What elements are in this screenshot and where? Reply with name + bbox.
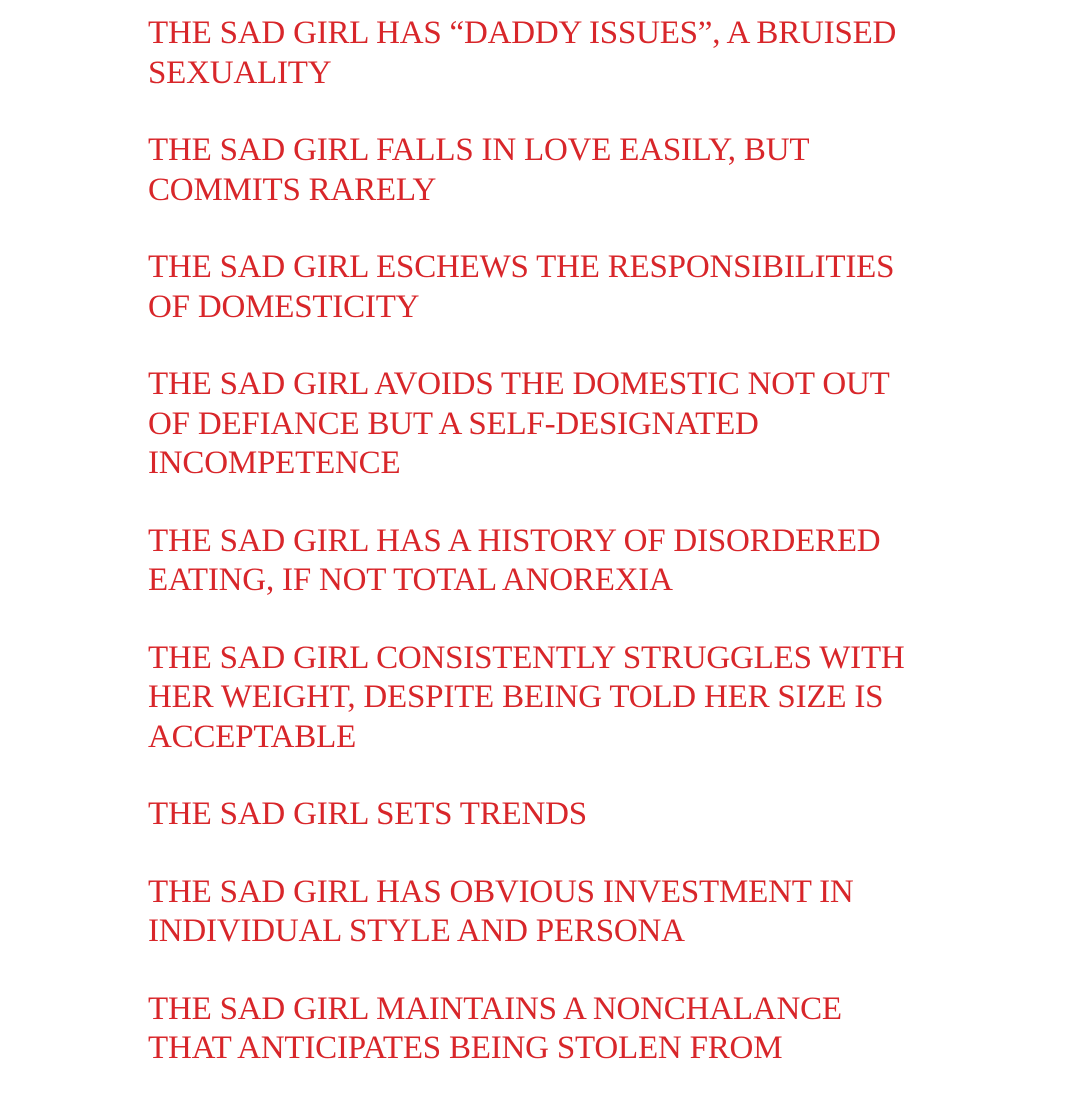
statement-struggles-weight [148,639,948,758]
statement-line: ACCEPTABLE [148,718,357,755]
statement-line: HER WEIGHT, DESPITE BEING TOLD HER SIZE IS [148,679,884,715]
statement-line: THE SAD GIRL HAS A HISTORY OF DISORDERED [148,522,881,559]
statement-sets-trends [148,795,948,835]
statement-line: COMMITS RARELY [148,171,437,208]
statement-avoids-domestic [148,365,948,484]
statement-line: SEXUALITY [148,54,332,91]
statement-line: OF DEFIANCE BUT A SELF-DESIGNATED [148,405,759,442]
statement-line: THE SAD GIRL FALLS IN LOVE EASILY, BUT [148,132,810,168]
statement-individual-style [148,873,948,952]
statement-falls-in-love [148,131,948,210]
statement-line: THE SAD GIRL MAINTAINS A NONCHALANCE [148,990,842,1027]
statement-eschews-responsibilities [148,248,948,327]
statement-list [148,14,948,1107]
statement-line: THAT ANTICIPATES BEING STOLEN FROM [148,1030,783,1066]
statement-line: THE SAD GIRL HAS OBVIOUS INVESTMENT IN [148,873,854,910]
statement-line: THE SAD GIRL ESCHEWS THE RESPONSIBILITIES [148,249,895,285]
statement-line: OF DOMESTICITY [148,288,420,325]
statement-line: EATING, IF NOT TOTAL ANOREXIA [148,562,673,598]
statement-daddy-issues [148,14,948,93]
statement-line: INCOMPETENCE [148,445,401,481]
statement-line: INDIVIDUAL STYLE AND PERSONA [148,913,685,949]
statement-nonchalance [148,990,948,1069]
statement-line: THE SAD GIRL AVOIDS THE DOMESTIC NOT OUT [148,366,890,402]
statement-line: THE SAD GIRL HAS “DADDY ISSUES”, A BRUISED [148,15,897,51]
statement-line: THE SAD GIRL SETS TRENDS [148,796,587,832]
statement-line: THE SAD GIRL CONSISTENTLY STRUGGLES WITH [148,639,905,676]
statement-disordered-eating [148,522,948,601]
